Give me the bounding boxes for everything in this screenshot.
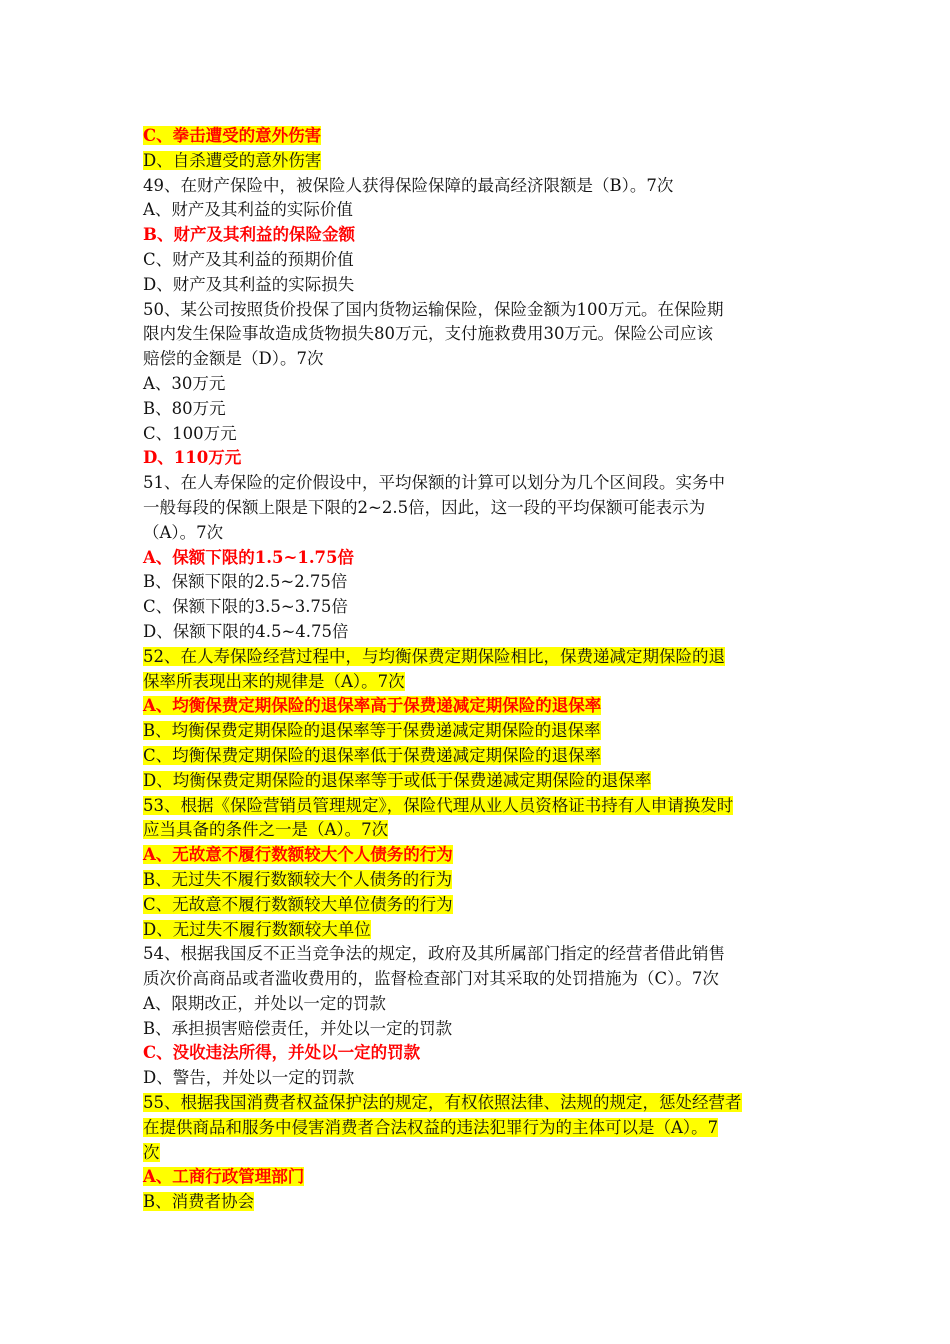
line-text: 保率所表现出来的规律是（A）。7次	[143, 671, 405, 691]
text-line	[143, 1066, 813, 1091]
line-text: B、消费者协会	[143, 1192, 255, 1212]
text-line	[143, 1141, 813, 1166]
line-text: 54、根据我国反不正当竞争法的规定，政府及其所属部门指定的经营者借此销售	[143, 944, 725, 964]
line-text: B、财产及其利益的保险金额	[143, 225, 355, 245]
line-text: C、财产及其利益的预期价值	[143, 249, 354, 269]
text-line	[143, 248, 813, 273]
line-text: C、保额下限的3.5~3.75倍	[143, 597, 348, 617]
line-text: D、财产及其利益的实际损失	[143, 274, 355, 294]
text-line	[143, 893, 813, 918]
text-line	[143, 942, 813, 967]
line-text: 在提供商品和服务中侵害消费者合法权益的违法犯罪行为的主体可以是（A）。7	[143, 1117, 719, 1137]
line-text: A、财产及其利益的实际价值	[143, 200, 353, 220]
answer-line	[143, 546, 813, 571]
text-line	[143, 521, 813, 546]
line-text: B、无过失不履行数额较大个人债务的行为	[143, 869, 453, 889]
answer-line	[143, 843, 813, 868]
text-line	[143, 273, 813, 298]
text-line	[143, 198, 813, 223]
line-text: D、无过失不履行数额较大单位	[143, 919, 371, 939]
line-text: 限内发生保险事故造成货物损失80万元，支付施救费用30万元。保险公司应该	[143, 324, 713, 344]
line-text: C、无故意不履行数额较大单位债务的行为	[143, 894, 453, 914]
line-text: D、110万元	[143, 448, 242, 468]
text-line	[143, 372, 813, 397]
document-body	[143, 124, 813, 1215]
text-line	[143, 620, 813, 645]
line-text: C、均衡保费定期保险的退保率低于保费递减定期保险的退保率	[143, 745, 602, 765]
text-line	[143, 818, 813, 843]
line-text: 赔偿的金额是（D）。7次	[143, 349, 324, 369]
line-text: A、均衡保费定期保险的退保率高于保费递减定期保险的退保率	[143, 696, 602, 716]
text-line	[143, 744, 813, 769]
answer-line	[143, 1165, 813, 1190]
line-text: B、80万元	[143, 398, 226, 418]
text-line	[143, 1190, 813, 1215]
text-line	[143, 570, 813, 595]
text-line	[143, 471, 813, 496]
text-line	[143, 794, 813, 819]
line-text: C、100万元	[143, 423, 237, 443]
line-text: 52、在人寿保险经营过程中，与均衡保费定期保险相比，保费递减定期保险的退	[143, 646, 725, 666]
line-text: 次	[143, 1142, 160, 1162]
line-text: D、保额下限的4.5~4.75倍	[143, 621, 349, 641]
text-line	[143, 1017, 813, 1042]
line-text: A、无故意不履行数额较大个人债务的行为	[143, 845, 453, 865]
line-text: 50、某公司按照货价投保了国内货物运输保险，保险金额为100万元。在保险期	[143, 299, 724, 319]
line-text: 53、根据《保险营销员管理规定》，保险代理从业人员资格证书持有人申请换发时	[143, 795, 734, 815]
line-text: （A）。7次	[143, 522, 224, 542]
line-text: 一般每段的保额上限是下限的2~2.5倍，因此，这一段的平均保额可能表示为	[143, 497, 706, 517]
answer-line	[143, 223, 813, 248]
line-text: A、保额下限的1.5~1.75倍	[143, 547, 355, 567]
line-text: 质次价高商品或者滥收费用的，监督检查部门对其采取的处罚措施为（C）。7次	[143, 969, 719, 989]
text-line	[143, 670, 813, 695]
answer-line	[143, 694, 813, 719]
line-text: A、工商行政管理部门	[143, 1167, 305, 1187]
line-text: A、30万元	[143, 373, 226, 393]
line-text: 55、根据我国消费者权益保护法的规定，有权依照法律、法规的规定，惩处经营者	[143, 1093, 742, 1113]
text-line	[143, 918, 813, 943]
line-text: C、没收违法所得，并处以一定的罚款	[143, 1043, 421, 1063]
text-line	[143, 422, 813, 447]
text-line	[143, 1091, 813, 1116]
line-text: D、均衡保费定期保险的退保率等于或低于保费递减定期保险的退保率	[143, 770, 652, 790]
line-text: D、警告，并处以一定的罚款	[143, 1068, 355, 1088]
line-text: 51、在人寿保险的定价假设中，平均保额的计算可以划分为几个区间段。实务中	[143, 473, 725, 493]
line-text: A、限期改正，并处以一定的罚款	[143, 993, 386, 1013]
line-text: B、承担损害赔偿责任，并处以一定的罚款	[143, 1018, 453, 1038]
line-text: 应当具备的条件之一是（A）。7次	[143, 820, 389, 840]
line-text: D、自杀遭受的意外伤害	[143, 150, 322, 170]
text-line	[143, 719, 813, 744]
line-text: B、保额下限的2.5~2.75倍	[143, 572, 348, 592]
line-text: C、拳击遭受的意外伤害	[143, 126, 322, 145]
answer-line	[143, 446, 813, 471]
text-line	[143, 868, 813, 893]
text-line	[143, 174, 813, 199]
text-line	[143, 595, 813, 620]
answer-line	[143, 124, 813, 149]
text-line	[143, 496, 813, 521]
text-line	[143, 298, 813, 323]
text-line	[143, 992, 813, 1017]
line-text: B、均衡保费定期保险的退保率等于保费递减定期保险的退保率	[143, 721, 601, 741]
line-text: 49、在财产保险中，被保险人获得保险保障的最高经济限额是（B）。7次	[143, 175, 674, 195]
text-line	[143, 347, 813, 372]
text-line	[143, 769, 813, 794]
text-line	[143, 967, 813, 992]
answer-line	[143, 1041, 813, 1066]
text-line	[143, 1116, 813, 1141]
text-line	[143, 397, 813, 422]
text-line	[143, 322, 813, 347]
text-line	[143, 149, 813, 174]
text-line	[143, 645, 813, 670]
